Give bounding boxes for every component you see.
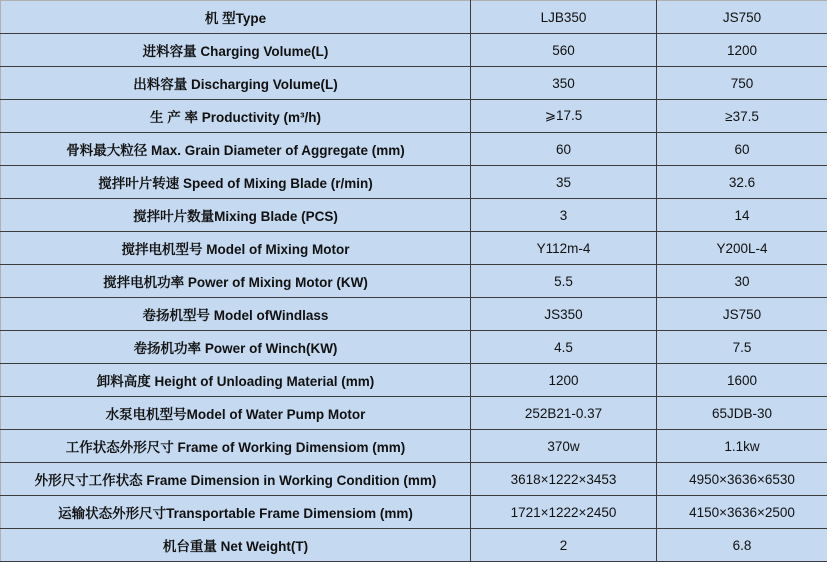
js750-value: 1200 (657, 34, 827, 67)
js750-value: 4950×3636×6530 (657, 463, 827, 496)
row-label: 搅拌电机功率 Power of Mixing Motor (KW) (1, 265, 471, 298)
js750-value: 30 (657, 265, 827, 298)
table-row (1, 232, 827, 265)
js750-value: 1.1kw (657, 430, 827, 463)
ljb350-value: 5.5 (471, 265, 657, 298)
js750-value: 32.6 (657, 166, 827, 199)
table-row (1, 298, 827, 331)
js750-value: 750 (657, 67, 827, 100)
row-label: 机台重量 Net Weight(T) (1, 529, 471, 562)
js750-value: 65JDB-30 (657, 397, 827, 430)
ljb350-value: LJB350 (471, 1, 657, 34)
ljb350-value: ⩾17.5 (471, 100, 657, 133)
table-row (1, 67, 827, 100)
table-row (1, 265, 827, 298)
js750-value: ≥37.5 (657, 100, 827, 133)
row-label: 运输状态外形尺寸Transportable Frame Dimensiom (mm) (1, 496, 471, 529)
table-row (1, 34, 827, 67)
table-row (1, 166, 827, 199)
js750-value: 1600 (657, 364, 827, 397)
table-row (1, 496, 827, 529)
ljb350-value: 3 (471, 199, 657, 232)
ljb350-value: Y112m-4 (471, 232, 657, 265)
table-row (1, 430, 827, 463)
row-label: 生 产 率 Productivity (m³/h) (1, 100, 471, 133)
ljb350-value: 3618×1222×3453 (471, 463, 657, 496)
table-row (1, 529, 827, 562)
row-label: 骨料最大粒径 Max. Grain Diameter of Aggregate (mm) (1, 133, 471, 166)
js750-value: JS750 (657, 298, 827, 331)
row-label: 搅拌电机型号 Model of Mixing Motor (1, 232, 471, 265)
ljb350-value: 2 (471, 529, 657, 562)
row-label: 卷扬机型号 Model ofWindlass (1, 298, 471, 331)
ljb350-value: 35 (471, 166, 657, 199)
row-label: 进料容量 Charging Volume(L) (1, 34, 471, 67)
row-label: 工作状态外形尺寸 Frame of Working Dimensiom (mm) (1, 430, 471, 463)
js750-value: 60 (657, 133, 827, 166)
spec-table-body (1, 1, 827, 562)
js750-value: JS750 (657, 1, 827, 34)
js750-value: 7.5 (657, 331, 827, 364)
ljb350-value: 1721×1222×2450 (471, 496, 657, 529)
ljb350-value: 4.5 (471, 331, 657, 364)
row-label: 搅拌叶片数量Mixing Blade (PCS) (1, 199, 471, 232)
row-label: 搅拌叶片转速 Speed of Mixing Blade (r/min) (1, 166, 471, 199)
row-label: 外形尺寸工作状态 Frame Dimension in Working Condition (mm) (1, 463, 471, 496)
ljb350-value: 252B21-0.37 (471, 397, 657, 430)
table-row (1, 397, 827, 430)
table-row (1, 463, 827, 496)
row-label: 水泵电机型号Model of Water Pump Motor (1, 397, 471, 430)
ljb350-value: 1200 (471, 364, 657, 397)
ljb350-value: JS350 (471, 298, 657, 331)
table-row (1, 364, 827, 397)
js750-value: 6.8 (657, 529, 827, 562)
row-label: 卷扬机功率 Power of Winch(KW) (1, 331, 471, 364)
table-row (1, 331, 827, 364)
table-row (1, 199, 827, 232)
js750-value: 14 (657, 199, 827, 232)
ljb350-value: 60 (471, 133, 657, 166)
ljb350-value: 350 (471, 67, 657, 100)
table-row (1, 1, 827, 34)
ljb350-value: 370w (471, 430, 657, 463)
table-row (1, 133, 827, 166)
row-label: 机 型Type (1, 1, 471, 34)
ljb350-value: 560 (471, 34, 657, 67)
js750-value: Y200L-4 (657, 232, 827, 265)
table-row (1, 100, 827, 133)
row-label: 出料容量 Discharging Volume(L) (1, 67, 471, 100)
row-label: 卸料高度 Height of Unloading Material (mm) (1, 364, 471, 397)
js750-value: 4150×3636×2500 (657, 496, 827, 529)
